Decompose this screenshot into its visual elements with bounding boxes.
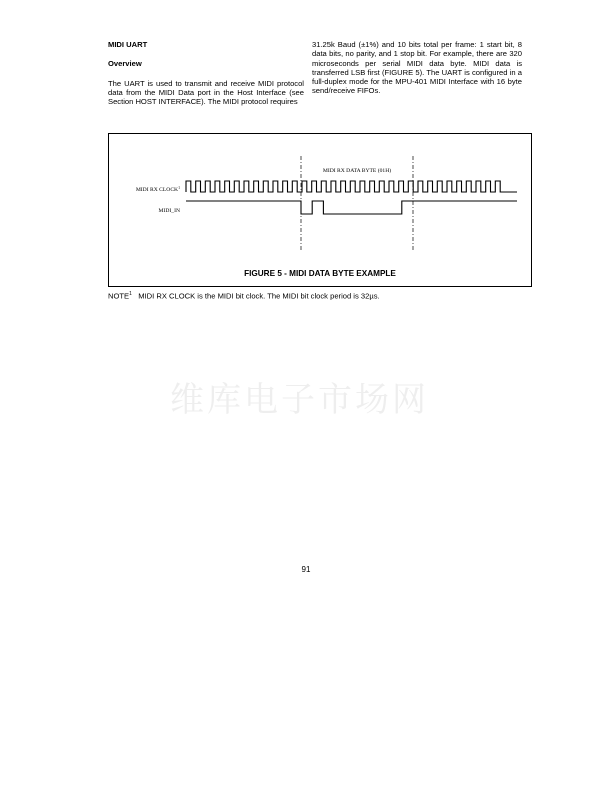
note-text: MIDI RX CLOCK is the MIDI bit clock. The MIDI bit clock period is 32µs. bbox=[138, 291, 380, 301]
right-paragraph: 31.25k Baud (±1%) and 10 bits total per frame: 1 start bit, 8 data bits, no parity, and 1 stop bit. For example, there are 320 microseconds per serial MIDI data byte. MIDI data is transferred LSB first (FIGURE 5). The UART is configured in a full-duplex mode for the MPU-401 MIDI Interface with 16 byte send/receive FIFOs. bbox=[312, 40, 522, 96]
clock-label-sup: 1 bbox=[178, 186, 180, 190]
timing-figure bbox=[108, 133, 532, 287]
watermark: 维库电子市场网 bbox=[170, 380, 429, 420]
figure-note bbox=[108, 290, 380, 301]
clock-waveform bbox=[186, 181, 517, 192]
section-subtitle: Overview bbox=[108, 59, 142, 69]
page-number: 91 bbox=[301, 565, 311, 574]
data-waveform bbox=[186, 201, 517, 214]
byte-label: MIDI RX DATA BYTE (01H) bbox=[322, 168, 392, 174]
section-title: MIDI UART bbox=[108, 40, 148, 49]
figure-caption: FIGURE 5 - MIDI DATA BYTE EXAMPLE bbox=[244, 269, 396, 278]
note-prefix: NOTE bbox=[108, 291, 130, 301]
left-column bbox=[108, 40, 304, 106]
note-sup: 1 bbox=[129, 291, 132, 297]
timing-diagram bbox=[109, 134, 533, 288]
left-paragraph: The UART is used to transmit and receive MIDI protocol data from the MIDI Data port in the Host Interface (see Section HOST INTERFACE). The MIDI protocol requires bbox=[108, 78, 304, 107]
right-column bbox=[312, 40, 522, 96]
data-label: MIDI_IN bbox=[158, 208, 180, 214]
clock-label: MIDI RX CLOCK$^1$ bbox=[135, 186, 180, 193]
